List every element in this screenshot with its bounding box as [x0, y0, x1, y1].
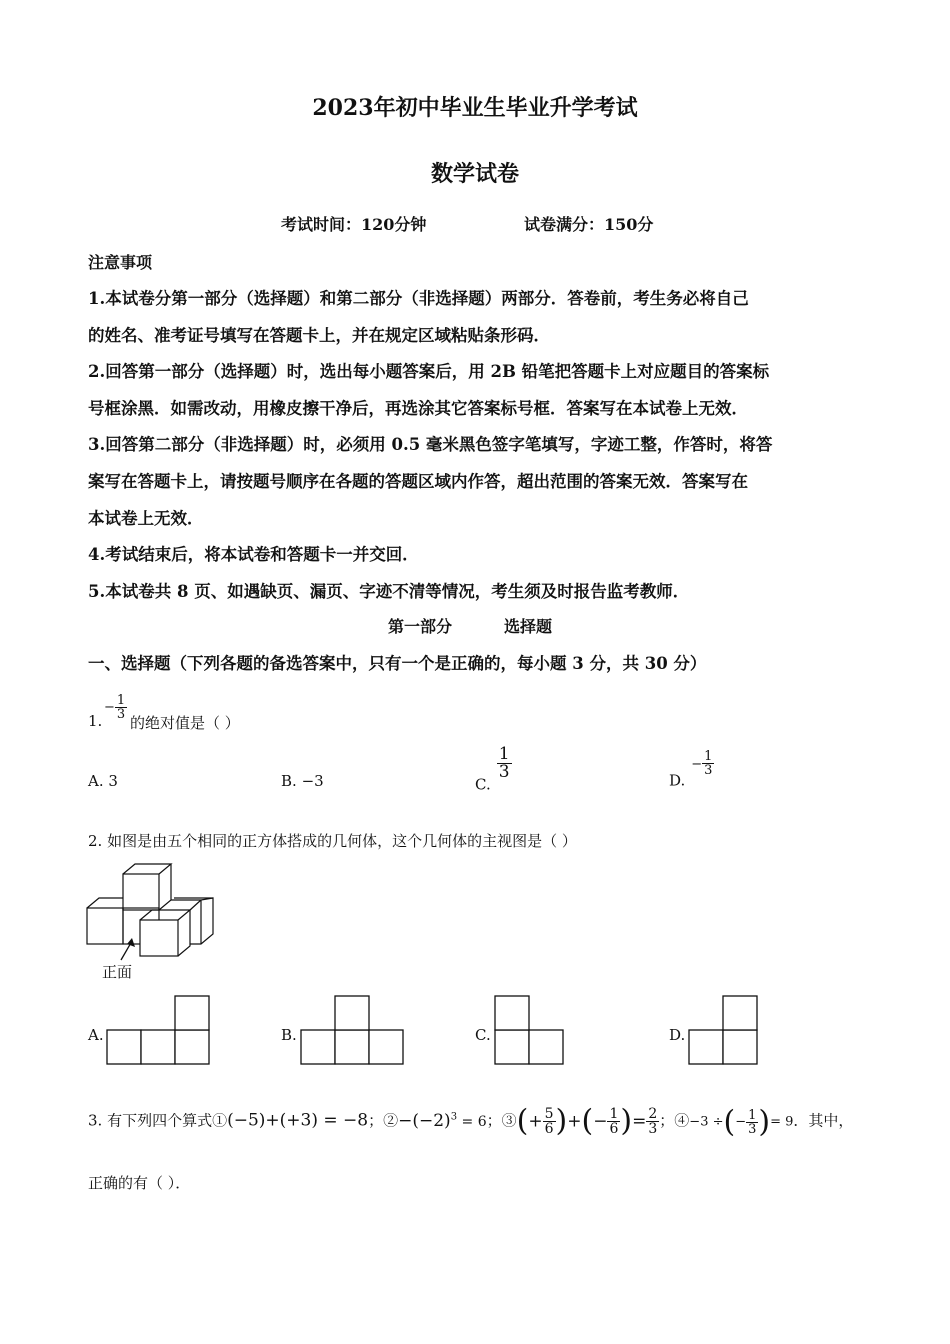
q3-expr-2: [398, 1111, 487, 1131]
q3-expr-3-den-2: 6: [609, 1120, 619, 1137]
note-line: 案写在答题卡上，请按题号顺序在各题的答题区域内作答，超出范围的答案无效．答案写在: [88, 472, 748, 491]
q1-option-c-numerator: 1: [498, 744, 510, 764]
q3-expr-3-num-3: 2: [648, 1105, 658, 1122]
q1-fraction: [115, 694, 127, 721]
q1-neg-sign: −: [104, 700, 115, 715]
q3-paren-open: (: [581, 1103, 594, 1139]
q3-expr-3-num-2: 1: [609, 1105, 619, 1122]
note-line: 3.回答第二部分（非选择题）时，必须用 0.5 毫米黑色签字笔填写，字迹工整，作答时，将答: [88, 435, 773, 454]
cube-left: [87, 898, 123, 944]
q1-option-a: A. 3: [88, 772, 118, 790]
q2-option-c: C.: [475, 1026, 491, 1044]
q1-option-b-value: −3: [301, 772, 324, 790]
q3-expr-3-frac-3: [646, 1107, 659, 1136]
q3-stem: [88, 1092, 853, 1148]
part-name: 选择题: [504, 617, 553, 636]
note-line: 的姓名、准考证号填写在答题卡上，并在规定区域粘贴条形码．: [88, 326, 550, 345]
q3-expr-3-den-1: 6: [544, 1120, 554, 1137]
q1-expression: [104, 694, 127, 721]
q1-stem: 的绝对值是（ ）: [130, 714, 240, 732]
q1-option-d-neg-sign: −: [691, 756, 703, 772]
q1-fraction-denominator: 3: [116, 707, 126, 722]
q1-option-b-label: B.: [281, 772, 297, 790]
q2-option-a: A.: [88, 1026, 104, 1044]
note-line: 5.本试卷共 8 页、如遇缺页、漏页、字迹不清等情况，考生须及时报告监考教师．: [88, 582, 690, 601]
q3-expr-3-num-1: 5: [544, 1105, 554, 1122]
q1-option-d-denominator: 3: [704, 763, 713, 778]
q3-expr-3-eq: =: [632, 1111, 647, 1132]
note-line: 4.考试结束后，将本试卷和答题卡一并交回．: [88, 545, 419, 564]
q3-expr-3-den-3: 3: [648, 1120, 658, 1137]
q1-fraction-numerator: 1: [116, 693, 126, 708]
q1-option-d: [669, 750, 714, 790]
exam-time: 考试时间：120分钟: [281, 215, 427, 234]
q3-expr-1: (−5)+(+3) = −8: [227, 1110, 369, 1131]
q3-expr-3-minus: −: [593, 1111, 608, 1132]
q3-paren-close: ): [758, 1104, 771, 1140]
q3-paren-close: ): [620, 1103, 633, 1139]
exam-title: 2023年初中毕业生毕业升学考试: [312, 95, 638, 121]
q3-expr-4-lead: −3 ÷: [689, 1114, 724, 1130]
q2-option-d-view: [688, 996, 760, 1066]
q3-expr-4-frac: [746, 1109, 758, 1136]
q3-sep-3: ；④: [659, 1111, 690, 1130]
q2-option-b: B.: [281, 1026, 297, 1044]
q1-option-c: [475, 746, 512, 794]
q3-expr-4-result: = 9: [770, 1114, 794, 1130]
q3-expr-3: [516, 1103, 660, 1139]
q3-lead: 3. 有下列四个算式①: [88, 1111, 228, 1130]
q1-option-c-denominator: 3: [498, 762, 510, 782]
q2-option-a-view: [106, 996, 212, 1066]
q3-expr-3-plus: +: [528, 1111, 543, 1132]
q3-expr-3-frac-1: [543, 1107, 556, 1136]
q1-number: 1.: [88, 712, 103, 730]
q3-line-2: 正确的有（ ）．: [88, 1174, 191, 1192]
q3-expr-2-result: = 6: [457, 1113, 487, 1130]
q3-expr-2-base: −(−2): [398, 1110, 451, 1131]
q3-expr-4-num: 1: [748, 1107, 757, 1123]
note-line: 本试卷上无效．: [88, 509, 204, 528]
note-line: 号框涂黑．如需改动，用橡皮擦干净后，再选涂其它答案标号框．答案写在本试卷上无效．: [88, 399, 748, 418]
q3-tail: ．其中，: [793, 1111, 854, 1130]
q1-option-b: [281, 772, 324, 790]
q1-option-d-label: D.: [669, 771, 686, 790]
q3-expr-2-exponent: 3: [450, 1111, 458, 1122]
cube-top: [123, 864, 171, 910]
part-label: 第一部分: [388, 617, 453, 636]
note-line: 1.本试卷分第一部分（选择题）和第二部分（非选择题）两部分．答卷前，考生务必将自己: [88, 289, 749, 308]
q3-expr-4-minus: −: [735, 1114, 747, 1130]
q2-front-label: 正面: [102, 963, 133, 981]
cube-front: [140, 910, 190, 956]
q3-expr-4: [689, 1104, 794, 1140]
q3-expr-3-frac-2: [607, 1107, 620, 1136]
q3-expr-4-den: 3: [748, 1121, 757, 1137]
q3-sep-2: ；③: [486, 1111, 517, 1130]
q2-stem: 2. 如图是由五个相同的正方体搭成的几何体，这个几何体的主视图是（ ）: [88, 832, 577, 850]
section-title: 一、选择题（下列各题的备选答案中，只有一个是正确的，每小题 3 分，共 30 分）: [88, 654, 707, 673]
q3-sep-1: ；②: [368, 1111, 399, 1130]
note-line: 2.回答第一部分（选择题）时，选出每小题答案后，用 2B 铅笔把答题卡上对应题目的答案标: [88, 362, 770, 381]
q2-cube-figure: [86, 862, 216, 962]
q1-option-d-fraction: [702, 750, 714, 777]
q1-option-c-label: C.: [475, 775, 491, 794]
q3-paren-open: (: [516, 1103, 529, 1139]
q1-option-c-fraction: [497, 746, 512, 781]
q3-expr-3-mid: +: [567, 1111, 582, 1132]
q2-option-d: D.: [669, 1026, 686, 1044]
q2-option-c-view: [494, 996, 566, 1066]
q3-paren-close: ): [555, 1103, 568, 1139]
exam-subtitle: 数学试卷: [430, 161, 519, 187]
exam-score: 试卷满分：150分: [524, 215, 654, 234]
q3-paren-open: (: [723, 1104, 736, 1140]
notes-heading: 注意事项: [88, 253, 153, 272]
q1-option-d-numerator: 1: [704, 749, 713, 764]
q2-option-b-view: [300, 996, 406, 1066]
